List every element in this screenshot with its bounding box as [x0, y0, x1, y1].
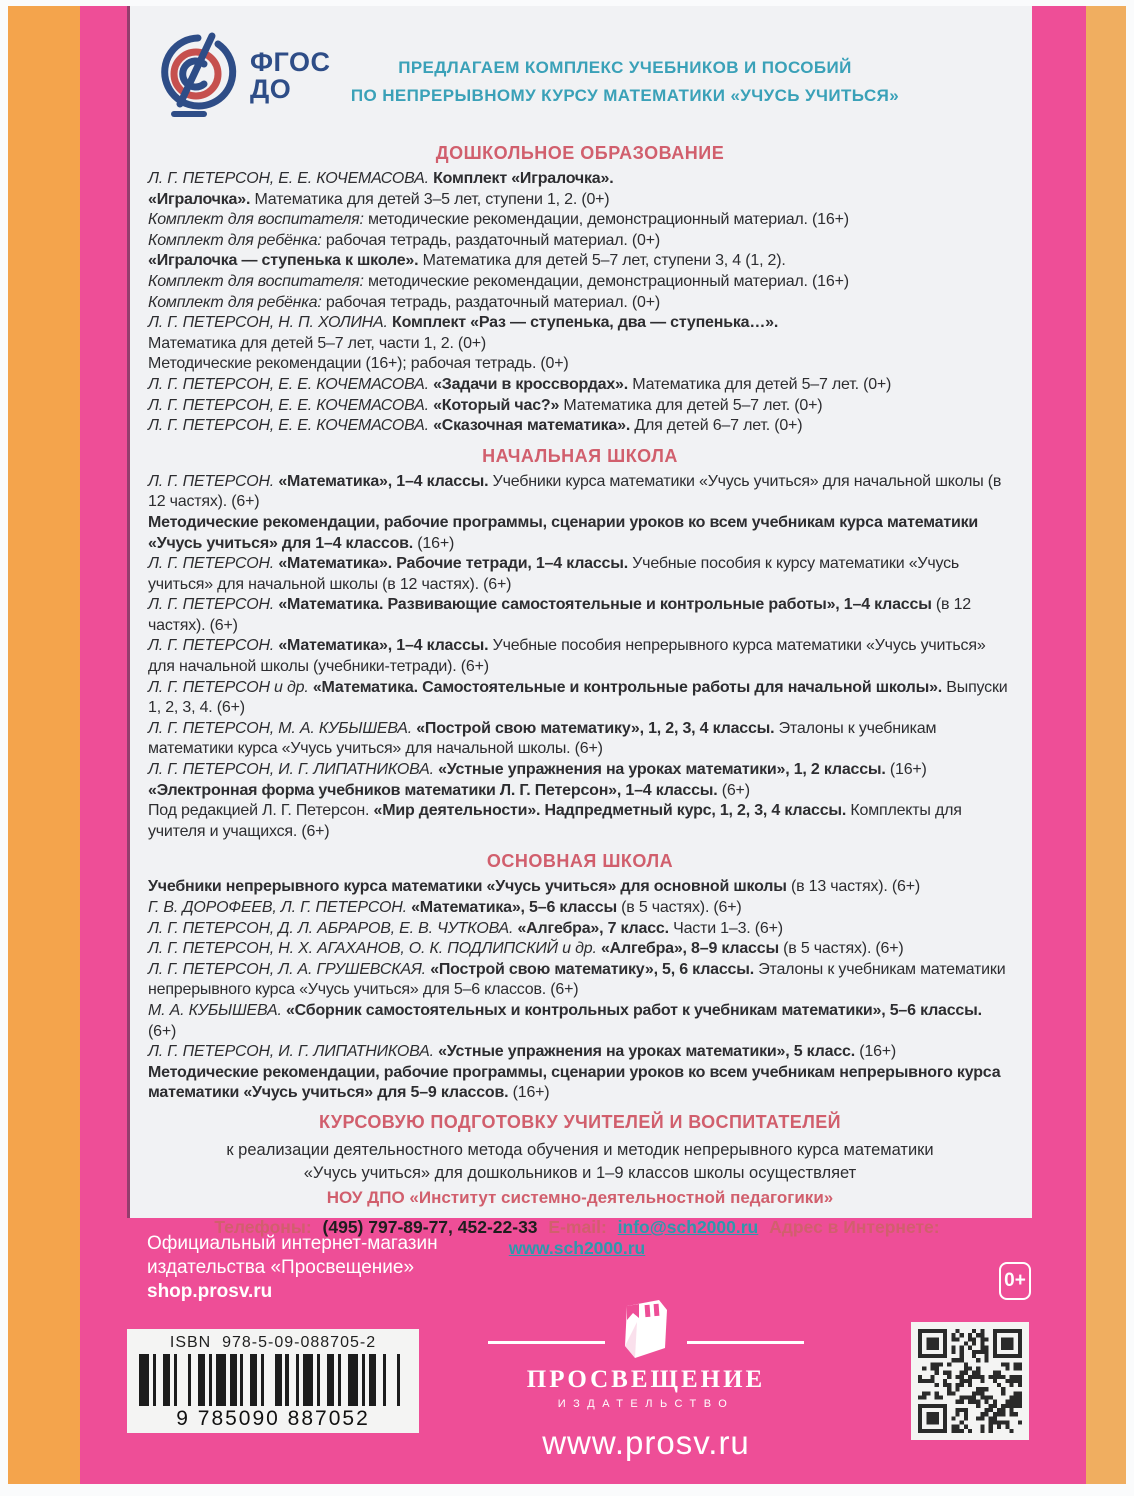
qr-code[interactable] — [911, 1322, 1029, 1440]
book-item: Л. Г. ПЕТЕРСОН, Н. П. ХОЛИНА. Комплект «Раз — ступенька, два — ступенька…». — [148, 314, 779, 332]
book-item: «Электронная форма учебников математики Л. Г. Петерсон», 1–4 классы. (6+) — [148, 781, 750, 799]
training-line1: к реализации деятельностного метода обучения и методик непрерывного курса математики — [226, 1140, 934, 1159]
barcode-digits: 9 785090 887052 — [176, 1407, 370, 1430]
publisher-book-icon — [615, 1296, 677, 1362]
book-item: Комплект для воспитателя: методические рекомендации, демонстрационный материал. (16+) — [148, 272, 849, 290]
email-label: E-mail: — [548, 1216, 607, 1237]
training-line2: «Учусь учиться» для дошкольников и 1–9 классов школы осуществляет — [303, 1163, 857, 1182]
book-item: Л. Г. ПЕТЕРСОН и др. «Математика. Самостоятельные и контрольные работы для начальной школы». Выпуски 1, 2, 3, 4. (6+) — [148, 678, 1008, 717]
book-item: Л. Г. ПЕТЕРСОН. «Математика», 1–4 классы. Учебники курса математики «Учусь учиться» для начальной школы (в 12 частях). (6+) — [148, 472, 1002, 511]
shop-info — [147, 1232, 438, 1304]
phone-numbers: (495) 797-89-77, 452-22-33 — [322, 1216, 538, 1237]
qr-code-image — [918, 1329, 1022, 1433]
book-item: Л. Г. ПЕТЕРСОН, Л. А. ГРУШЕВСКАЯ. «Построй свою математику», 5, 6 классы. Эталоны к учебникам математики непрерывного курса «Учусь учиться» для 5–6 классов. (6+) — [148, 960, 1006, 999]
book-item: Л. Г. ПЕТЕРСОН. «Математика. Развивающие самостоятельные и контрольные работы», 1–4 классы (в 12 частях). (6+) — [148, 596, 971, 634]
book-item: Комплект для ребёнка: рабочая тетрадь, раздаточный материал. (0+) — [148, 231, 660, 249]
web-label: Адрес в Интернете: — [769, 1216, 940, 1237]
fgos-do-label: ФГОС ДО — [250, 47, 331, 104]
book-item: Л. Г. ПЕТЕРСОН, М. А. КУБЫШЕВА. «Построй свою математику», 1, 2, 3, 4 классы. Эталоны к учебникам математики курса «Учусь учиться» для начальной школы. (6+) — [148, 719, 937, 758]
section-title: ОСНОВНАЯ ШКОЛА — [486, 851, 674, 872]
shop-url: shop.prosv.ru — [147, 1281, 273, 1302]
right-orange-strip — [1086, 6, 1126, 1484]
section-title: НАЧАЛЬНАЯ ШКОЛА — [482, 445, 678, 466]
logo-rule-right — [687, 1341, 804, 1344]
book-item: М. А. КУБЫШЕВА. «Сборник самостоятельных и контрольных работ к учебникам математики», 5–6 классы. (6+) — [148, 1001, 982, 1040]
header — [148, 30, 1012, 134]
book-item: Методические рекомендации (16+); рабочая тетрадь. (0+) — [148, 355, 569, 373]
book-item: Л. Г. ПЕТЕРСОН, Е. Е. КОЧЕМАСОВА. «Сказочная математика». Для детей 6–7 лет. (0+) — [148, 417, 803, 435]
book-list — [148, 143, 1012, 1104]
book-item: «Игралочка». Математика для детей 3–5 лет, ступени 1, 2. (0+) — [148, 190, 610, 208]
book-item: Под редакцией Л. Г. Петерсон. «Мир деятельности». Надпредметный курс, 1, 2, 3, 4 классы. Комплекты для учителя и учащихся. (6+) — [148, 802, 962, 840]
book-item: Л. Г. ПЕТЕРСОН, Е. Е. КОЧЕМАСОВА. «Задачи в кроссвордах». Математика для детей 5–7 лет. (0+) — [148, 375, 892, 393]
section-title: ДОШКОЛЬНОЕ ОБРАЗОВАНИЕ — [435, 143, 725, 163]
book-item: Л. Г. ПЕТЕРСОН, И. Г. ЛИПАТНИКОВА. «Устные упражнения на уроках математики», 1, 2 классы. (16+) — [148, 761, 927, 779]
tagline — [238, 54, 1012, 110]
book-item: Комплект для ребёнка: рабочая тетрадь, раздаточный материал. (0+) — [148, 293, 660, 311]
tagline-line2: ПО НЕПРЕРЫВНОМУ КУРСУ МАТЕМАТИКИ «УЧУСЬ УЧИТЬСЯ» — [350, 86, 900, 105]
book-item: Л. Г. ПЕТЕРСОН. «Математика», 1–4 классы. Учебные пособия непрерывного курса математики «Учусь учиться» для начальной школы (учебники-тетради). (6+) — [148, 637, 986, 676]
barcode-stripes — [139, 1354, 407, 1406]
shop-line1: Официальный интернет-магазин — [147, 1233, 438, 1254]
book-item: Л. Г. ПЕТЕРСОН, Д. Л. АБРАРОВ, Е. В. ЧУТКОВА. «Алгебра», 7 класс. Части 1–3. (6+) — [148, 919, 783, 937]
book-item: Л. Г. ПЕТЕРСОН, Н. Х. АГАХАНОВ, О. К. ПОДЛИПСКИЙ и др. «Алгебра», 8–9 классы (в 5 частях). (6+) — [148, 940, 904, 958]
shop-line2: издательства «Просвещение» — [147, 1257, 415, 1278]
book-item: Л. Г. ПЕТЕРСОН, Е. Е. КОЧЕМАСОВА. Комплект «Игралочка». — [148, 170, 614, 187]
age-rating-badge: 0+ — [999, 1262, 1031, 1300]
isbn-barcode — [127, 1329, 419, 1433]
book-item: Л. Г. ПЕТЕРСОН. «Математика». Рабочие тетради, 1–4 классы. Учебные пособия к курсу математики «Учусь учиться» для начальной школы (в 12 частях). (6+) — [148, 555, 960, 593]
publisher-site: www.prosv.ru — [542, 1424, 750, 1461]
isbn-text: ISBN 978-5-09-088705-2 — [169, 1334, 377, 1351]
book-item: Учебники непрерывного курса математики «Учусь учиться» для основной школы (в 13 частях). (6+) — [148, 878, 921, 896]
book-item: Комплект для воспитателя: методические рекомендации, демонстрационный материал. (16+) — [148, 211, 849, 229]
publisher-logo — [488, 1296, 804, 1462]
logo-rule-left — [488, 1341, 605, 1344]
fgos-do-icon — [154, 30, 242, 122]
book-item: Г. В. ДОРОФЕЕВ, Л. Г. ПЕТЕРСОН. «Математика», 5–6 классы (в 5 частях). (6+) — [148, 899, 742, 916]
publisher-subtitle: ИЗДАТЕЛЬСТВО — [557, 1398, 735, 1410]
training-org: НОУ ДПО «Институт системно-деятельностной педагогики» — [326, 1187, 834, 1207]
book-item: Методические рекомендации, рабочие программы, сценарии уроков ко всем учебникам непрерывного курса математики «Учусь учиться» для 5–9 классов. (16+) — [148, 1063, 1001, 1102]
book-item: Математика для детей 5–7 лет, части 1, 2. (0+) — [148, 334, 487, 352]
tagline-line1: ПРЕДЛАГАЕМ КОМПЛЕКС УЧЕБНИКОВ И ПОСОБИЙ — [398, 58, 852, 77]
book-item: Л. Г. ПЕТЕРСОН, Е. Е. КОЧЕМАСОВА. «Который час?» Математика для детей 5–7 лет. (0+) — [148, 396, 823, 414]
book-item: Методические рекомендации, рабочие программы, сценарии уроков ко всем учебникам курса математики «Учусь учиться» для 1–4 классов. (16+) — [148, 513, 979, 552]
phones-label: Телефоны: — [214, 1216, 312, 1237]
website-link[interactable]: www.sch2000.ru — [508, 1237, 646, 1258]
training-title: КУРСОВУЮ ПОДГОТОВКУ УЧИТЕЛЕЙ И ВОСПИТАТЕЛЕЙ — [319, 1111, 841, 1132]
publisher-name: ПРОСВЕЩЕНИЕ — [526, 1366, 766, 1393]
book-item: «Игралочка — ступенька к школе». Математика для детей 5–7 лет, ступени 3, 4 (1, 2). — [148, 252, 786, 270]
left-orange-strip — [8, 6, 80, 1484]
email-link[interactable]: info@sch2000.ru — [617, 1216, 759, 1237]
book-item: Л. Г. ПЕТЕРСОН, И. Г. ЛИПАТНИКОВА. «Устные упражнения на уроках математики», 5 класс. (16+) — [148, 1043, 897, 1061]
